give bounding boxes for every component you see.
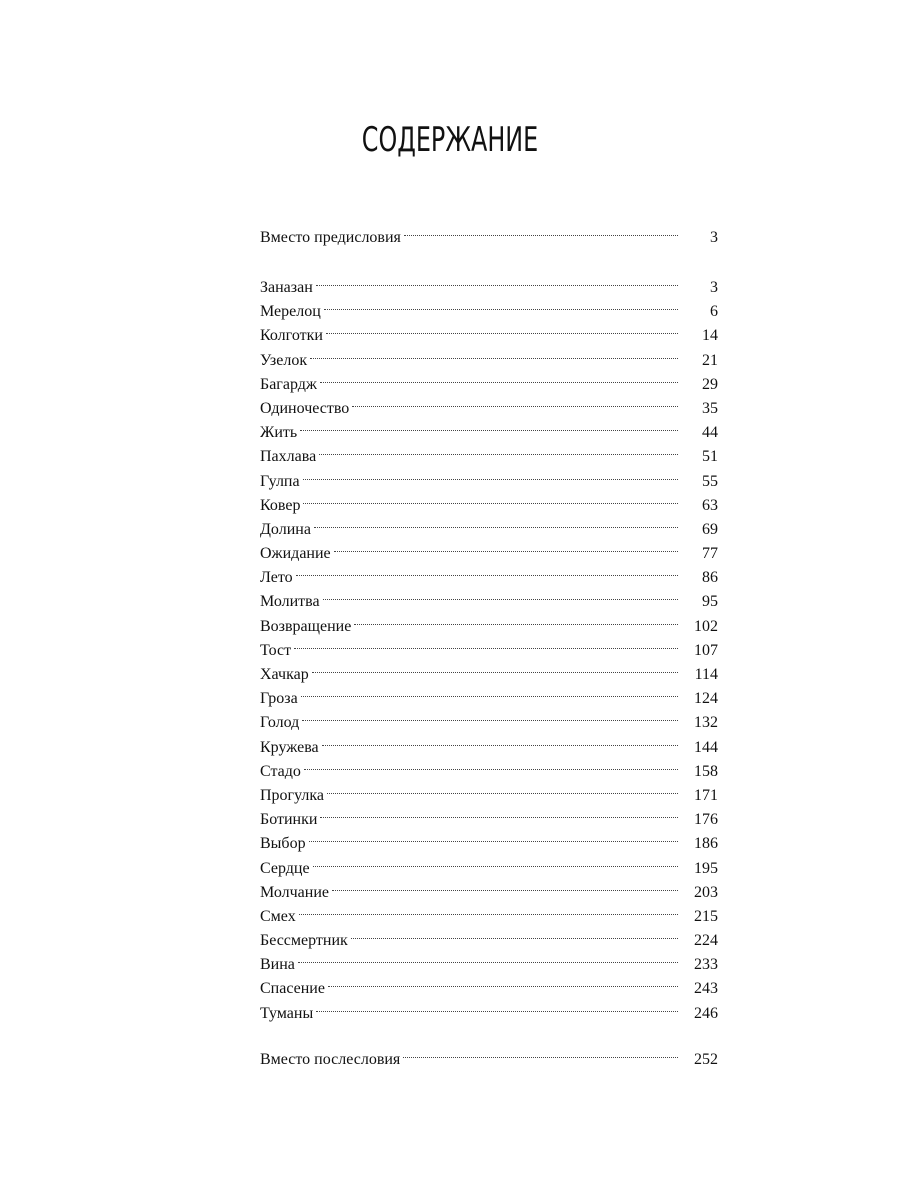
dot-leader	[326, 316, 678, 340]
toc-entry-page: 95	[702, 593, 718, 611]
dot-leader	[354, 607, 678, 631]
dot-leader	[309, 824, 678, 848]
dot-leader	[301, 679, 678, 703]
toc-entry-label: Гроза	[260, 690, 298, 708]
toc-entry-page: 69	[702, 520, 718, 538]
toc-entry	[260, 582, 718, 611]
toc-entry-page: 3	[710, 279, 718, 296]
toc-entry-label: Тост	[260, 641, 292, 659]
toc-entry-page: 243	[694, 980, 718, 998]
toc-entry-label: Спасение	[260, 980, 325, 998]
toc-entry	[260, 316, 718, 345]
toc-entry-page: 86	[702, 569, 718, 587]
toc-entry-page: 14	[702, 327, 718, 345]
toc-entry	[260, 849, 718, 877]
toc-entry-label: Ковер	[260, 496, 301, 514]
toc-entry-page: 35	[702, 399, 718, 417]
toc-entry	[260, 873, 718, 901]
toc-entry	[260, 462, 718, 490]
toc-entry-label: Заназан	[260, 279, 313, 296]
toc-entry-label: Колготки	[260, 327, 323, 345]
toc-entry	[260, 607, 718, 635]
dot-leader	[352, 389, 678, 413]
toc-entry-page: 3	[710, 229, 718, 246]
toc-entry-page: 55	[702, 472, 718, 490]
dot-leader	[303, 486, 678, 510]
dot-leader	[302, 703, 678, 727]
toc-entry-page: 114	[694, 666, 718, 683]
toc-entry	[260, 994, 718, 1022]
toc-entry-label: Пахлава	[260, 448, 317, 466]
dot-leader	[334, 534, 678, 558]
toc-entry-page: 252	[694, 1051, 718, 1068]
toc-entry-page: 21	[702, 351, 718, 369]
dot-leader	[303, 462, 678, 486]
toc-entry-label: Узелок	[260, 351, 308, 369]
toc-entry-label: Туманы	[260, 1004, 314, 1022]
toc-entry	[260, 728, 718, 756]
toc-entry-label: Кружева	[260, 738, 319, 756]
dot-leader	[298, 945, 678, 969]
toc-entry-page: 63	[702, 496, 718, 514]
dot-leader	[403, 1040, 678, 1064]
toc-entry-label: Выбор	[260, 835, 306, 853]
toc-entry-page: 124	[694, 690, 718, 708]
dot-leader	[404, 218, 678, 242]
toc-entry-page: 132	[694, 714, 718, 732]
toc-entry-page: 107	[694, 641, 718, 659]
toc-entry	[260, 679, 718, 708]
dot-leader	[316, 268, 678, 292]
toc-chapters	[260, 268, 718, 1022]
toc-entry-label: Вина	[260, 956, 295, 974]
dot-leader	[299, 897, 678, 921]
toc-entry	[260, 631, 718, 659]
page-title: СОДЕРЖАНИЕ	[361, 120, 539, 160]
toc-entry	[260, 945, 718, 974]
dot-leader	[304, 752, 678, 776]
toc-entry-page: 29	[702, 375, 718, 393]
dot-leader	[323, 582, 678, 606]
toc-entry-page: 233	[694, 956, 718, 974]
toc-entry-page: 215	[694, 907, 718, 925]
toc-entry	[260, 655, 718, 683]
toc-entry	[260, 824, 718, 853]
toc-entry	[260, 752, 718, 780]
dot-leader	[300, 413, 678, 437]
toc-entry	[260, 969, 718, 998]
toc-entry-page: 186	[694, 835, 718, 853]
toc-entry-label: Одиночество	[260, 399, 350, 417]
toc-entry-label: Багардж	[260, 375, 317, 393]
dot-leader	[313, 849, 678, 873]
toc-entry-page: 144	[694, 738, 718, 756]
toc-entry-page: 171	[694, 786, 718, 804]
toc-entry	[260, 389, 718, 417]
toc-intro	[260, 218, 718, 246]
toc-entry	[260, 413, 718, 442]
dot-leader	[310, 341, 678, 365]
dot-leader	[320, 365, 678, 389]
dot-leader	[351, 921, 678, 945]
toc-entry-label: Сердце	[260, 859, 310, 877]
toc-entry	[260, 365, 718, 393]
dot-leader	[320, 800, 678, 824]
toc-entry-label: Ожидание	[260, 545, 331, 563]
toc-entry-page: 51	[702, 448, 718, 466]
toc-entry	[260, 486, 718, 514]
toc-entry	[260, 703, 718, 732]
toc-entry-label: Ботинки	[260, 811, 318, 829]
toc-entry-page: 176	[694, 811, 718, 829]
toc-entry-page: 77	[702, 545, 718, 563]
dot-leader	[316, 994, 678, 1018]
toc-entry-page: 102	[694, 617, 718, 635]
toc-entry-label: Жить	[260, 424, 298, 442]
toc-entry-page: 158	[694, 762, 718, 780]
toc-entry-page: 6	[710, 303, 718, 321]
toc-entry	[260, 776, 718, 804]
toc-entry-label: Хачкар	[260, 666, 309, 683]
toc-entry	[260, 534, 718, 563]
toc-entry-label: Смех	[260, 907, 296, 925]
toc-entry	[260, 800, 718, 829]
toc-entry	[260, 897, 718, 925]
toc-entry-page: 203	[694, 883, 718, 901]
toc-entry-page: 44	[702, 424, 718, 442]
toc-entry-label: Вместо послесловия	[260, 1051, 401, 1068]
toc-entry-label: Гулпа	[260, 472, 300, 490]
dot-leader	[314, 510, 678, 534]
dot-leader	[328, 969, 678, 993]
dot-leader	[332, 873, 678, 897]
toc-entry-label: Голод	[260, 714, 300, 732]
dot-leader	[327, 776, 678, 800]
toc-entry-label: Прогулка	[260, 786, 325, 804]
toc-entry	[260, 437, 718, 466]
toc-entry	[260, 218, 718, 246]
toc-entry-page: 246	[694, 1004, 718, 1022]
dot-leader	[296, 558, 678, 582]
toc-entry-page: 195	[694, 859, 718, 877]
toc-entry-label: Молитва	[260, 593, 320, 611]
toc-entry-page: 224	[694, 932, 718, 950]
dot-leader	[312, 655, 678, 679]
toc-entry-label: Возвращение	[260, 617, 352, 635]
dot-leader	[294, 631, 678, 655]
dot-leader	[319, 437, 678, 461]
toc-entry-label: Молчание	[260, 883, 329, 901]
toc-entry	[260, 921, 718, 950]
toc-outro	[260, 1040, 718, 1068]
toc-entry-label: Долина	[260, 520, 311, 538]
toc-entry	[260, 292, 718, 321]
toc-entry-label: Мерелоц	[260, 303, 321, 321]
toc-entry-label: Вместо предисловия	[260, 229, 401, 246]
toc-entry	[260, 341, 718, 369]
toc-entry-label: Стадо	[260, 762, 301, 780]
toc-entry-label: Бессмертник	[260, 932, 348, 950]
toc-entry	[260, 510, 718, 538]
toc-entry	[260, 1040, 718, 1068]
dot-leader	[322, 728, 678, 752]
toc-entry	[260, 268, 718, 296]
toc-entry	[260, 558, 718, 587]
dot-leader	[324, 292, 678, 316]
toc-entry-label: Лето	[260, 569, 293, 587]
